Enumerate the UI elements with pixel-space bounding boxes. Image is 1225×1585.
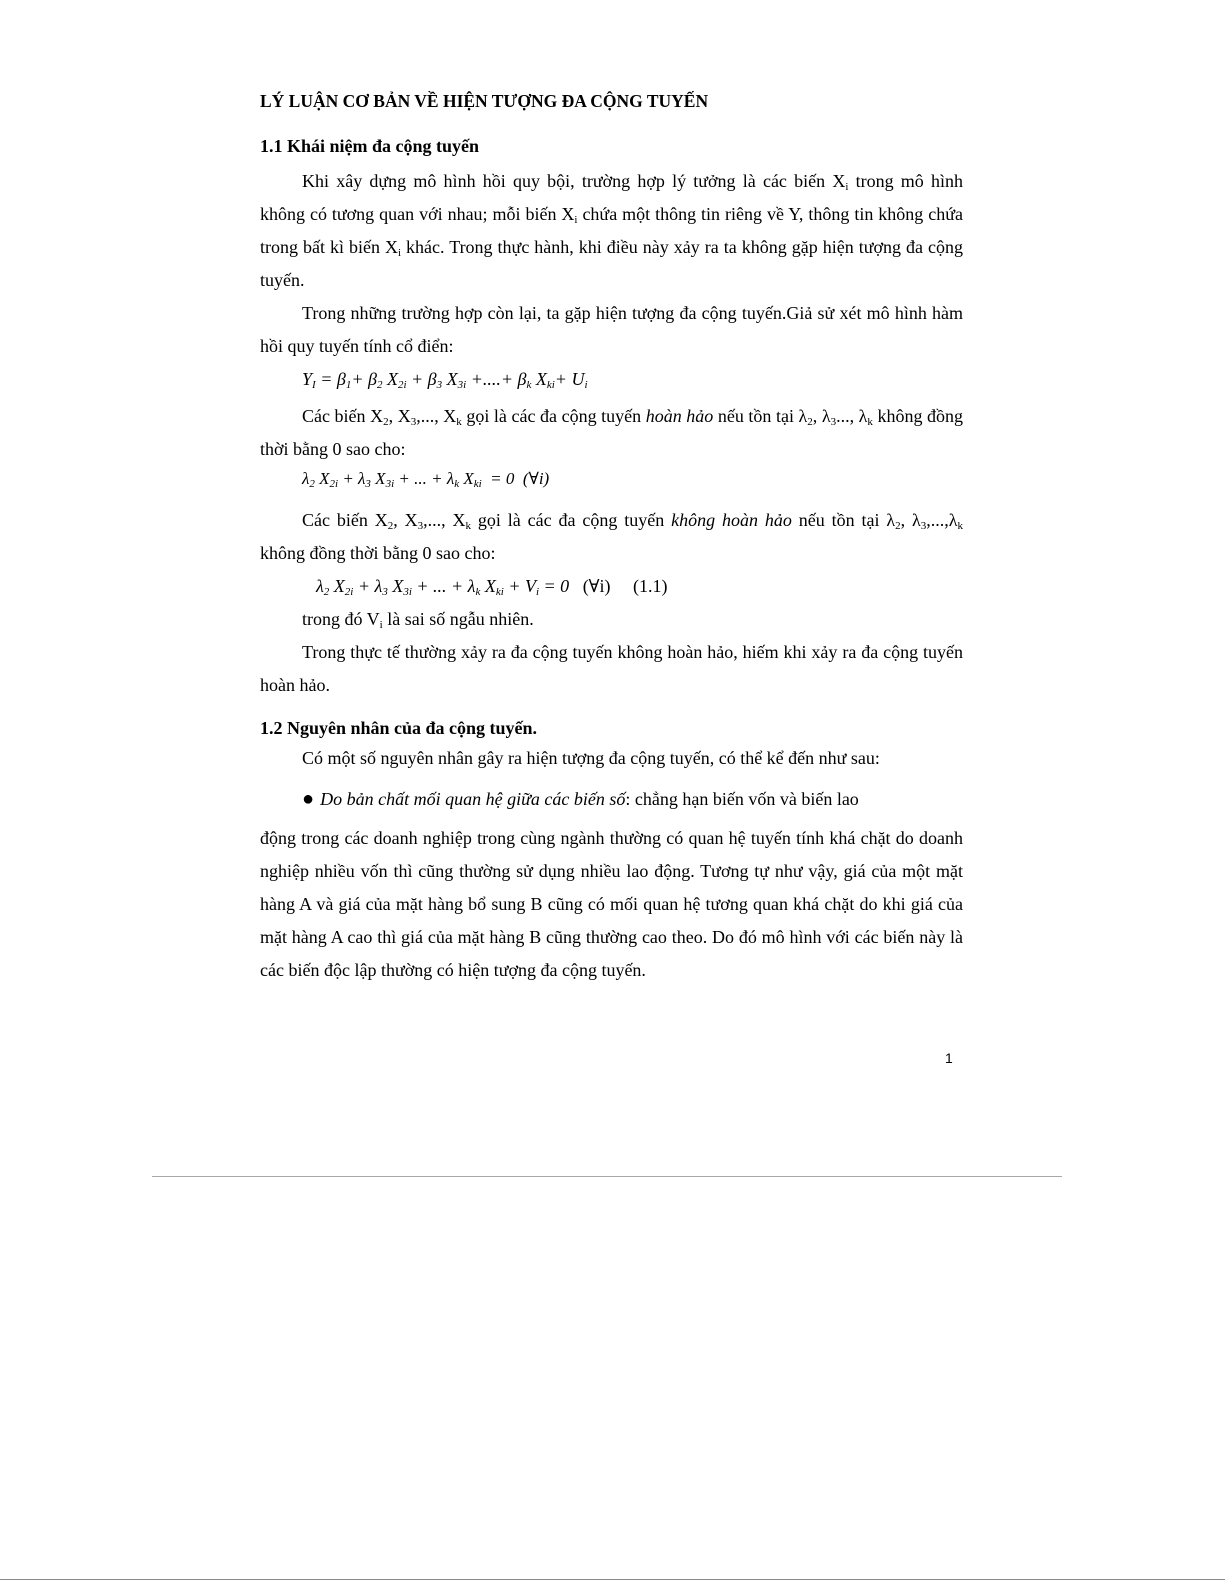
equation-number: (1.1) — [633, 576, 668, 596]
paragraph-practice-note: Trong thực tế thường xảy ra đa cộng tuyến không hoàn hảo, hiếm khi xảy ra đa cộng tuyến hoàn hảo. — [260, 642, 963, 695]
page-number: 1 — [945, 1050, 953, 1066]
perfect-collinearity-equation: $\lambda_2$ $X_{2i} + \lambda_3$ $X_{3i}$ + ... + $\lambda_k$ $X_{ki} = 0$ (∀i) — [302, 469, 550, 490]
bullet-item-nature-of-relationship: ● Do bản chất mối quan hệ giữa các biến số: chẳng hạn biến vốn và biến lao — [302, 788, 859, 810]
regression-equation: $Y_I = \beta_1+ \beta_2$ $X_{2i} + \beta_3$ $X_{3i}$ +....+ $\beta_k$ $X_{ki}+ U_i$ — [302, 369, 588, 391]
paragraph-causes-explanation: động trong các doanh nghiệp trong cùng ngành thường có quan hệ tuyến tính khá chặt do doanh nghiệp nhiều vốn thì cũng thường sử dụng nhiều lao động. Tương tự như vậy, giá của một mặt hàng A và giá của mặt hàng bổ sung B cũng có mối quan hệ tương quan khá chặt do khi giá của mặt hàng A cao thì giá của mặt hàng B cũng thường cao theo. Do đó mô hình với các biến này là các biến độc lập thường có hiện tượng đa cộng tuyến. — [260, 828, 963, 980]
page-divider — [152, 1176, 1062, 1177]
paragraph-classic-model: Trong những trường hợp còn lại, ta gặp hiện tượng đa cộng tuyến.Giả sử xét mô hình hàm hồi quy tuyến tính cổ điển: — [260, 303, 963, 356]
imperfect-collinearity-equation: $\lambda_2$ $X_{2i} + \lambda_3$ $X_{3i}$ + ... + $\lambda_k$ $X_{ki} + V_i = 0$ (∀i) (1.1) — [316, 576, 668, 598]
paragraph-imperfect-multicollinearity: Các biến $X_2$, $X_3$,..., $X_k$ gọi là các đa cộng tuyến không hoàn hảo nếu tồn tại $\lambda_2$, $\lambda_3,...,\lambda_k$ không đồng thời bằng 0 sao cho: — [260, 510, 964, 563]
document-page — [260, 82, 963, 987]
document-title: LÝ LUẬN CƠ BẢN VỀ HIỆN TƯỢNG ĐA CỘNG TUYẾN — [260, 91, 709, 111]
paragraph-causes-intro: Có một số nguyên nhân gây ra hiện tượng đa cộng tuyến, có thể kể đến như sau: — [302, 748, 880, 768]
paragraph-random-error: trong đó $V_i$ là sai số ngẫu nhiên. — [302, 609, 534, 631]
bottom-divider — [0, 1579, 1225, 1580]
paragraph-definition-intro: Khi xây dựng mô hình hồi quy bội, trường hợp lý tưởng là các biến $X_i$ trong mô hình không có tương quan với nhau; mỗi biến $X_i$ chứa một thông tin riêng về Y, thông tin không chứa trong bất kì biến $X_i$ khác. Trong thực hành, khi điều này xảy ra ta không gặp hiện tượng đa cộng tuyến. — [260, 171, 963, 290]
section-heading-1-2: 1.2 Nguyên nhân của đa cộng tuyến. — [260, 718, 538, 738]
paragraph-perfect-multicollinearity: Các biến $X_2$, $X_3$,..., $X_k$ gọi là các đa cộng tuyến hoàn hảo nếu tồn tại $\lambda_2$, $\lambda_3$..., $\lambda_k$ không đồng thời bằng 0 sao cho: — [260, 406, 964, 459]
section-heading-1-1: 1.1 Khái niệm đa cộng tuyến — [260, 136, 480, 156]
bullet-dot-icon: ● — [302, 788, 315, 810]
